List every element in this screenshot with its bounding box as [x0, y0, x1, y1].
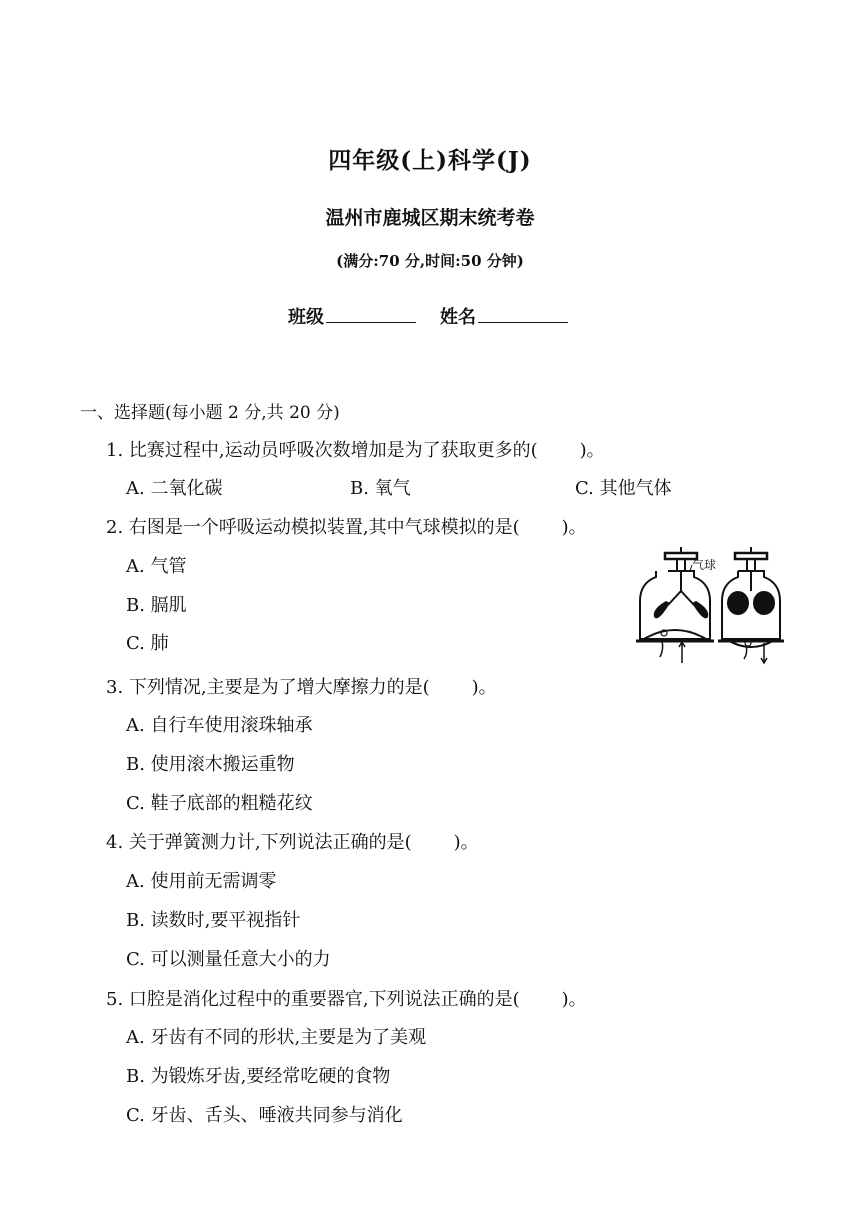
option-4a: A. 使用前无需调零	[126, 871, 277, 892]
class-blank[interactable]	[326, 304, 416, 323]
question-5	[106, 985, 587, 1011]
question-3-text: 3. 下列情况,主要是为了增大摩擦力的是(	[106, 677, 430, 698]
option-1c: C. 其他气体	[575, 478, 672, 499]
question-3	[106, 673, 497, 699]
question-5-end: )。	[561, 989, 587, 1010]
question-1-text: 1. 比赛过程中,运动员呼吸次数增加是为了获取更多的(	[106, 440, 538, 461]
question-2	[106, 513, 587, 539]
question-2-text: 2. 右图是一个呼吸运动模拟装置,其中气球模拟的是(	[106, 517, 520, 538]
option-2a: A. 气管	[126, 556, 187, 577]
page-title: 四年级(上)科学(J)	[328, 147, 532, 174]
option-2c: C. 肺	[126, 633, 169, 654]
question-4	[106, 828, 479, 854]
section-heading: 一、选择题(每小题 2 分,共 20 分)	[80, 403, 340, 423]
exam-meta: (满分:70 分,时间:50 分钟)	[336, 252, 524, 270]
option-3a: A. 自行车使用滚珠轴承	[126, 715, 313, 736]
option-3b: B. 使用滚木搬运重物	[126, 754, 295, 775]
name-blank[interactable]	[478, 304, 568, 323]
option-4b: B. 读数时,要平视指针	[126, 910, 301, 931]
option-3c: C. 鞋子底部的粗糙花纹	[126, 793, 313, 814]
class-label: 班级	[288, 307, 324, 328]
question-4-end: )。	[453, 832, 479, 853]
option-4c: C. 可以测量任意大小的力	[126, 949, 331, 970]
question-4-text: 4. 关于弹簧测力计,下列说法正确的是(	[106, 832, 412, 853]
balloon-label: 气球	[692, 558, 717, 572]
right-jar-figure	[718, 547, 784, 663]
question-1-end: )。	[579, 440, 605, 461]
option-5a: A. 牙齿有不同的形状,主要是为了美观	[126, 1027, 427, 1048]
name-field[interactable]	[440, 303, 568, 329]
option-1a: A. 二氧化碳	[126, 478, 223, 499]
question-5-text: 5. 口腔是消化过程中的重要器官,下列说法正确的是(	[106, 989, 520, 1010]
question-2-end: )。	[561, 517, 587, 538]
exam-subtitle: 温州市鹿城区期末统考卷	[325, 207, 535, 229]
class-field[interactable]	[288, 303, 416, 329]
option-1b: B. 氧气	[350, 478, 411, 499]
name-label: 姓名	[440, 307, 476, 328]
option-2b: B. 膈肌	[126, 595, 187, 616]
option-5b: B. 为锻炼牙齿,要经常吃硬的食物	[126, 1066, 391, 1087]
question-1	[106, 436, 605, 462]
question-3-end: )。	[471, 677, 497, 698]
option-5c: C. 牙齿、舌头、唾液共同参与消化	[126, 1105, 403, 1126]
breathing-model-figure	[630, 545, 790, 670]
